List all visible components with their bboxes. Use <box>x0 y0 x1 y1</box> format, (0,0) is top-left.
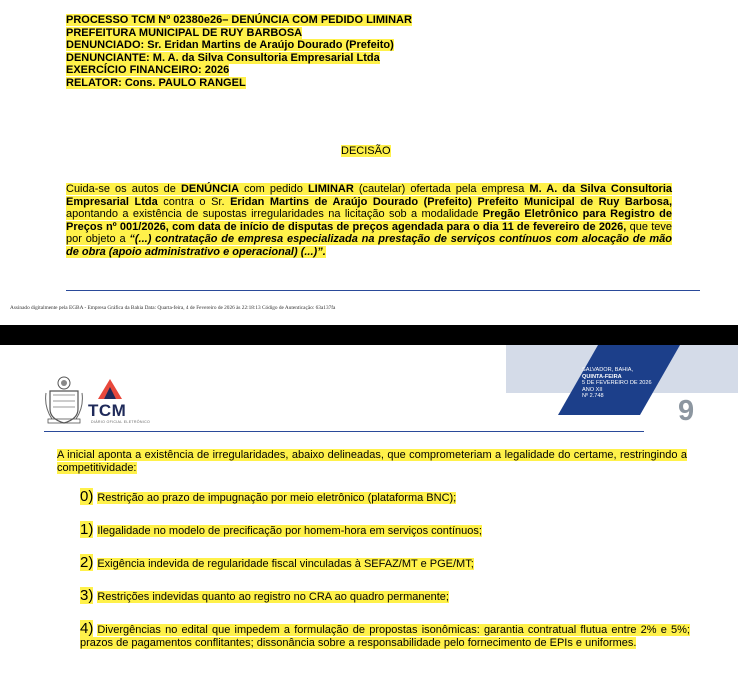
item-text: Restrições indevidas quanto ao registro no CRA ao quadro permanente; <box>97 591 449 603</box>
item-number: 1) <box>80 521 94 538</box>
para-text: (cautelar) ofertada pela empresa <box>353 183 530 195</box>
para-text: com pedido <box>239 183 308 195</box>
item-number: 0) <box>80 488 94 505</box>
list-item <box>80 521 690 538</box>
municipality: PREFEITURA MUNICIPAL DE RUY BARBOSA <box>66 26 303 39</box>
edition-date: 5 DE FEVEREIRO DE 2026 <box>582 380 652 387</box>
complainant: DENUNCIANTE: M. A. da Silva Consultoria Empresarial Ltda <box>66 51 380 64</box>
divider-line <box>66 290 700 291</box>
page-separator <box>0 325 738 345</box>
para-bold-italic: “(...) contratação de empresa especializada na prestação de serviços contínuos com alocação de mão de obra (apoio administrativo e operacional) (...)”. <box>66 233 672 258</box>
page-number: 9 <box>678 395 695 427</box>
item-text: Ilegalidade no modelo de precificação por homem-hora em serviços contínuos; <box>97 525 482 537</box>
page-two <box>0 345 738 677</box>
para-bold: M. A. da Silva Consultoria Empresarial Ltda <box>66 183 673 208</box>
process-number: PROCESSO TCM Nº 02380e26– DENÚNCIA COM PEDIDO LIMINAR <box>66 14 412 26</box>
rapporteur: RELATOR: Cons. PAULO RANGEL <box>66 76 246 89</box>
list-item <box>80 554 690 571</box>
list-item <box>80 587 690 604</box>
edition-weekday: QUINTA-FEIRA <box>582 373 622 380</box>
tcm-logo-text: TCM <box>88 401 127 420</box>
para-text: Cuida-se os autos de <box>66 183 181 195</box>
para-bold: DENÚNCIA <box>180 183 240 195</box>
digital-signature: Assinado digitalmente pela EGBA - Empresa Gráfica da Bahia Data: Quarta-feira, 4 de Fevereiro de 2026 às 22:18:13 Código de Autenticação: 63a137fa <box>10 305 336 311</box>
list-item <box>80 620 690 649</box>
item-number: 2) <box>80 554 94 571</box>
page-one <box>0 0 738 325</box>
decision-paragraph <box>66 183 672 259</box>
para-text: que teve por objeto a <box>66 220 673 246</box>
para-bold: LIMINAR <box>307 183 354 195</box>
item-text: Divergências no edital que impedem a formulação de propostas isonômicas: garantia contratual flutua entre 2% e 5%; prazos de pagamentos conflitantes; dissonância sobre a responsabilidade pelo fornecimento de EPIs e uniformes. <box>80 624 690 649</box>
accused: DENUNCIADO: Sr. Eridan Martins de Araújo Dourado (Prefeito) <box>66 39 394 52</box>
tcm-logo-icon <box>88 377 132 401</box>
edition-city: SALVADOR, BAHIA, <box>582 367 634 373</box>
process-header <box>66 14 412 90</box>
item-number: 3) <box>80 587 94 604</box>
fiscal-year: EXERCÍCIO FINANCEIRO: 2026 <box>66 64 230 77</box>
item-text: Restrição ao prazo de impugnação por meio eletrônico (plataforma BNC); <box>97 492 457 504</box>
item-text: Exigência indevida de regularidade fiscal vinculadas à SEFAZ/MT e PGE/MT; <box>97 558 474 570</box>
para-bold: Pregão Eletrônico para Registro de Preços nº 001/2026, com data de início de disputas de preços agendada para o dia 11 de fevereiro de 2026, <box>66 208 672 233</box>
bahia-crest-icon <box>44 375 84 425</box>
para-text: contra o Sr. <box>157 195 231 208</box>
edition-number: Nº 2.748 <box>582 393 604 400</box>
para-text: apontando a existência de supostas irregularidades na licitação sob a modalidade <box>66 208 483 221</box>
tcm-logo-subtitle: DIÁRIO OFICIAL ELETRÔNICO <box>91 420 151 424</box>
list-item <box>80 488 690 505</box>
section-title: DECISÃO <box>341 145 391 157</box>
para-bold: Eridan Martins de Araújo Dourado (Prefeito) Prefeito Municipal de Ruy Barbosa, <box>230 195 672 208</box>
divider-line <box>44 431 644 432</box>
item-number: 4) <box>80 620 94 637</box>
intro-paragraph: A inicial aponta a existência de irregularidades, abaixo delineadas, que comprometeriam a legalidade do certame, restringindo a competitividade: <box>57 449 687 474</box>
edition-year: ANO XII <box>582 386 603 393</box>
edition-info <box>582 367 652 400</box>
